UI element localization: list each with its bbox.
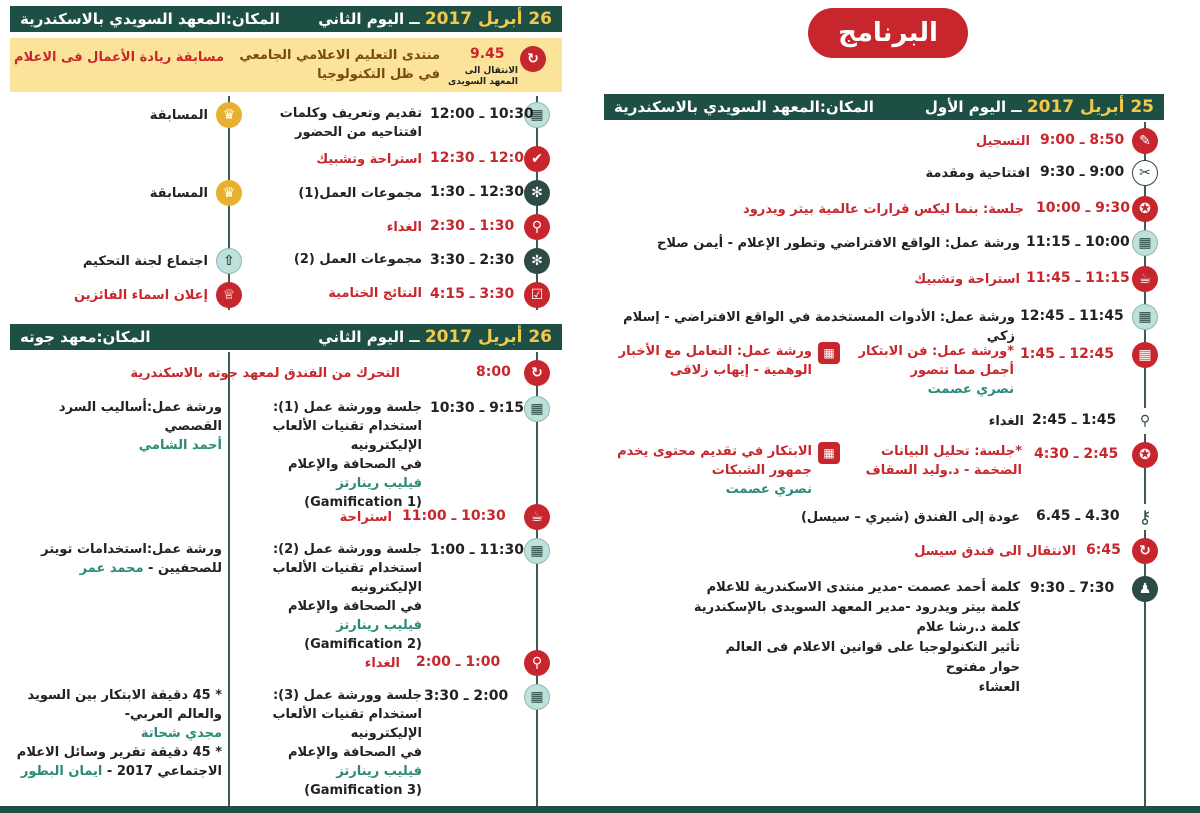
row-line: حوار مفتوح — [945, 660, 1020, 675]
row-time: 8:50 ـ 9:00 — [1040, 132, 1125, 148]
row-side: المسابقة — [149, 108, 208, 123]
award-icon: ♕ — [216, 282, 242, 308]
session-speaker: فيليب رينارتز — [336, 476, 422, 491]
session-line: الإليكترونيه — [350, 438, 422, 453]
row-line: كلمة د.رشا علام — [916, 620, 1020, 635]
day2a-date-day — [318, 9, 552, 29]
side-speaker: محمد عمر — [79, 561, 144, 576]
break-time: 10:30 ـ 11:00 — [402, 508, 506, 524]
session-line: جلسة وورشة عمل (2): — [272, 542, 422, 557]
row-line: كلمة أحمد عصمت -مدير منتدى الاسكندرية للاعلام — [706, 580, 1020, 595]
session-line: استخدام تقنيات الألعاب — [272, 419, 422, 434]
row-text: الغداء — [988, 414, 1024, 429]
row-text: الانتقال الى فندق سيسل — [914, 544, 1076, 559]
row-text: مجموعات العمل (2) — [293, 252, 422, 267]
row-text: *جلسة: تحليل البيانات الضخمة - د.وليد السقاف — [865, 444, 1022, 478]
row-time: 7:30 ـ 9:30 — [1030, 580, 1115, 596]
workshop-icon: ▦ — [818, 442, 840, 464]
side-text — [10, 540, 222, 578]
row-text: التسجيل — [975, 134, 1030, 149]
row-time: 1:30 ـ 2:30 — [430, 218, 515, 234]
move-time: 8:00 — [476, 364, 511, 380]
session-time: 11:30 ـ 1:00 — [430, 542, 524, 558]
row-line: العشاء — [978, 680, 1020, 695]
day2a-day: ــ اليوم الثاني — [318, 10, 420, 28]
session-icon: ✪ — [1132, 196, 1158, 222]
side-line: ورشة عمل:استخدامات تويتر — [41, 542, 222, 557]
workshop-icon: ▦ — [524, 684, 550, 710]
day2b-day: ــ اليوم الثاني — [318, 328, 420, 346]
row-side: إعلان اسماء الفائزين — [74, 288, 208, 303]
row-text: النتائج الختامية — [328, 286, 422, 301]
session-line: جلسة وورشة عمل (3): — [272, 688, 422, 703]
session-text — [250, 398, 422, 512]
row-time: 11:45 ـ 12:45 — [1020, 308, 1124, 324]
parallel-text: ورشة عمل: التعامل مع الأخبار الوهمية - إيهاب زلاقى — [618, 344, 812, 378]
session-speaker: فيليب رينارتز — [336, 618, 422, 633]
trophy-icon: ♛ — [216, 180, 242, 206]
row-text: ورشة عمل: الأدوات المستخدمة في الواقع الافتراضي - إسلام زكي — [623, 310, 1015, 344]
day2a-header — [10, 6, 562, 32]
session-speaker: فيليب رينارتز — [336, 764, 422, 779]
row-time: 6:45 — [1086, 542, 1121, 558]
row-text: مجموعات العمل(1) — [298, 186, 422, 201]
row-text-line: *ورشة عمل: فن الابتكار أجمل مما تتصور — [858, 344, 1014, 378]
workshop-icon: ▦ — [1132, 230, 1158, 256]
row-time: 2:30 ـ 3:30 — [430, 252, 515, 268]
row-time: 12:45 ـ 1:45 — [1020, 346, 1114, 362]
group-icon: ✻ — [524, 248, 550, 274]
session-line: في الصحافة والإعلام — [287, 745, 422, 760]
row-time: 12:00 ـ 12:30 — [430, 150, 534, 166]
row-text: استراحة وتشبيك — [914, 272, 1020, 287]
day2b-header — [10, 324, 562, 350]
row-text: جلسة: بنما ليكس قرارات عالمية بيتر ويدرود — [743, 202, 1024, 217]
day1-date-day — [925, 97, 1154, 117]
side-line: والعالم العربي- — [124, 707, 222, 722]
side-speaker: أحمد الشامي — [138, 438, 222, 453]
day2b-date-day — [318, 327, 552, 347]
parallel-speaker: نصري عصمت — [725, 482, 812, 497]
day2b-place: المكان:معهد جوته — [20, 328, 151, 346]
break-icon: ✔ — [524, 146, 550, 172]
lunch-icon: ⚲ — [524, 650, 550, 676]
day2b-date: 26 أبريل 2017 — [424, 327, 552, 347]
side-line: * 45 دقيقة تقرير وسائل الاعلام — [16, 745, 222, 760]
parallel-line: الابتكار في تقديم محتوى يخدم جمهور الشبكات — [617, 444, 812, 478]
row-text: افتتاحية ومقدمة — [925, 166, 1030, 181]
session-tag: (Gamification 1) — [304, 495, 422, 510]
session-tag: (Gamification 3) — [304, 783, 422, 798]
session-line: الإليكترونيه — [350, 580, 422, 595]
side-text — [10, 686, 222, 781]
meeting-icon: ⇧ — [216, 248, 242, 274]
side-text — [10, 398, 222, 455]
speaker-icon: ♟ — [1132, 576, 1158, 602]
lunch-time: 1:00 ـ 2:00 — [416, 654, 501, 670]
coffee-icon: ☕ — [1132, 266, 1158, 292]
registration-icon: ✎ — [1132, 128, 1158, 154]
day1-day: ــ اليوم الأول — [924, 98, 1022, 116]
session-line: في الصحافة والإعلام — [287, 457, 422, 472]
lunch-icon: ⚲ — [1132, 408, 1158, 434]
highlight-move: الانتقال الى المعهد السويدى — [448, 66, 518, 87]
workshop-icon: ▦ — [1132, 304, 1158, 330]
day1-place: المكان:المعهد السويدي بالاسكندرية — [614, 98, 874, 116]
session-line: استخدام تقنيات الألعاب — [272, 561, 422, 576]
side-line-with-speaker — [10, 559, 222, 578]
row-time: 11:15 ـ 11:45 — [1026, 270, 1130, 286]
transfer-icon: ↻ — [520, 46, 546, 72]
group-icon: ✻ — [524, 180, 550, 206]
row-lines — [620, 578, 1020, 698]
day1-date: 25 أبريل 2017 — [1026, 97, 1154, 117]
row-time: 3:30 ـ 4:15 — [430, 286, 515, 302]
session-line: جلسة وورشة عمل (1): — [272, 400, 422, 415]
transfer-icon: ↻ — [524, 360, 550, 386]
row-text: الغداء — [386, 220, 422, 235]
side-speaker: مجدي شحاتة — [140, 726, 222, 741]
side-line: للصحفيين - — [148, 561, 222, 576]
session-text — [250, 540, 422, 654]
lunch-text: الغداء — [364, 656, 400, 671]
session-line: استخدام تقنيات الألعاب — [272, 707, 422, 722]
side-line: ورشة عمل:أساليب السرد القصصي — [58, 400, 222, 434]
row-time: 4.30 ـ 6.45 — [1036, 508, 1120, 524]
highlight-side: مسابقة ريادة الأعمال فى الاعلام — [14, 50, 224, 65]
bottom-bar — [0, 806, 1200, 813]
day1-header — [604, 94, 1164, 120]
program-title: البرنامج — [838, 18, 938, 48]
move-text: التحرك من الفندق لمعهد جوته بالاسكندرية — [130, 366, 400, 381]
row-speaker: نصري عصمت — [927, 382, 1014, 397]
day2a-place: المكان:المعهد السويدي بالاسكندرية — [20, 10, 280, 28]
break-text: استراحة — [339, 510, 392, 525]
row-time: 1:45 ـ 2:45 — [1032, 412, 1117, 428]
row-side: اجتماع لجنة التحكيم — [82, 254, 208, 269]
program-title-badge — [808, 8, 968, 58]
row-time: 9:30 ـ 10:00 — [1036, 200, 1130, 216]
row-time: 12:30 ـ 1:30 — [430, 184, 524, 200]
parallel-text — [614, 442, 812, 499]
row-text: استراحة وتشبيك — [316, 152, 422, 167]
ribbon-cutting-icon: ✂ — [1132, 160, 1158, 186]
side-line: * 45 دقيقة الابتكار بين السويد — [27, 688, 222, 703]
workshop-icon: ▦ — [524, 396, 550, 422]
side-speaker: ايمان البطور — [20, 764, 103, 779]
row-time: 10:30 ـ 12:00 — [430, 106, 534, 122]
session-text — [250, 686, 422, 800]
side-line-with-speaker — [10, 762, 222, 781]
row-line: كلمة بيتر ويدرود -مدير المعهد السويدى بالإسكندرية — [693, 600, 1020, 615]
row-time: 9:00 ـ 9:30 — [1040, 164, 1125, 180]
session-tag: (Gamification 2) — [304, 637, 422, 652]
row-time: 2:45 ـ 4:30 — [1034, 446, 1119, 462]
session-icon: ✪ — [1132, 442, 1158, 468]
row-text — [850, 342, 1014, 399]
row-text: تقديم وتعريف وكلمات افتتاحيه من الحضور — [279, 106, 422, 140]
row-side: المسابقة — [149, 186, 208, 201]
day2a-date: 26 أبريل 2017 — [424, 9, 552, 29]
session-time: 2:00 ـ 3:30 — [424, 688, 509, 704]
row-time: 10:00 ـ 11:15 — [1026, 234, 1130, 250]
key-icon: ⚷ — [1132, 504, 1158, 530]
highlight-title: منتدى التعليم الاعلامي الجامعي في ظل التكنولوجيا — [239, 48, 440, 82]
session-line: الإليكترونيه — [350, 726, 422, 741]
session-time: 9:15 ـ 10:30 — [430, 400, 524, 416]
results-icon: ☑ — [524, 282, 550, 308]
presentation-icon: ▦ — [524, 102, 550, 128]
row-text: ورشة عمل: الواقع الافتراضي وتطور الإعلام - أيمن صلاح — [656, 236, 1020, 251]
coffee-icon: ☕ — [524, 504, 550, 530]
row-text: عودة إلى الفندق (شيري – سيسل) — [800, 510, 1020, 525]
transfer-icon: ↻ — [1132, 538, 1158, 564]
workshop-icon: ▦ — [818, 342, 840, 364]
day2b-side-timeline — [228, 352, 230, 813]
workshop-icon: ▦ — [524, 538, 550, 564]
lunch-icon: ⚲ — [524, 214, 550, 240]
workshop-icon: ▦ — [1132, 342, 1158, 368]
row-line: تأثير التكنولوجيا على قوانين الاعلام فى العالم — [725, 640, 1020, 655]
session-line: في الصحافة والإعلام — [287, 599, 422, 614]
side-line: الاجتماعي 2017 - — [106, 764, 222, 779]
trophy-icon: ♛ — [216, 102, 242, 128]
highlight-time: 9.45 — [470, 46, 505, 62]
